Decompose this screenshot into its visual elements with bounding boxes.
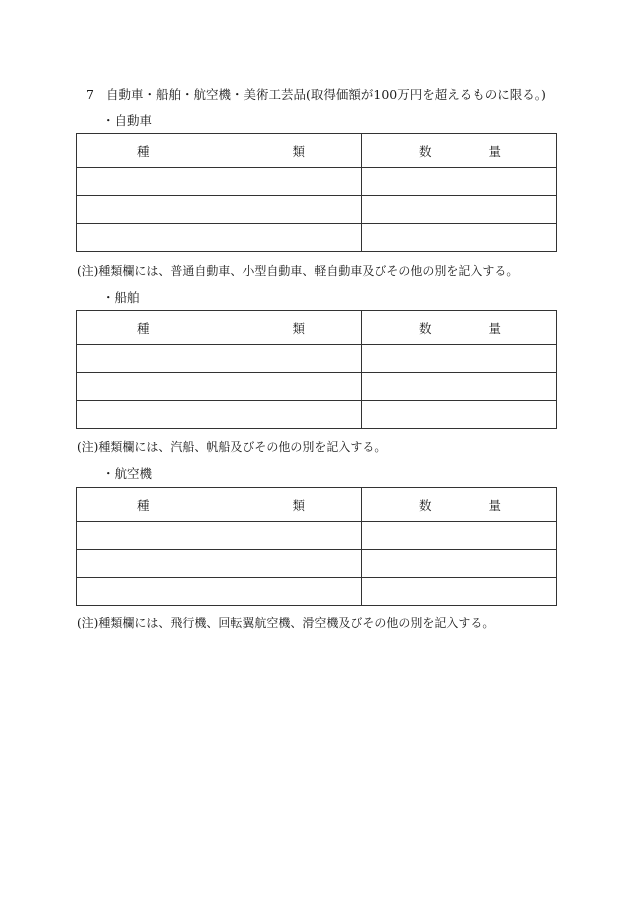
table-row — [77, 196, 557, 224]
kind-header-char-2: 類 — [292, 320, 305, 336]
quantity-cell[interactable] — [362, 401, 557, 429]
note-car: (注)種類欄には、普通自動車、小型自動車、軽自動車及びその他の別を記入する。 — [77, 264, 519, 278]
kind-header — [77, 311, 362, 345]
kind-header-char-2: 類 — [292, 497, 305, 513]
table-label-ship: ・船舶 — [102, 290, 140, 305]
table-header-row — [77, 311, 557, 345]
table-row — [77, 168, 557, 196]
kind-cell[interactable] — [77, 550, 362, 578]
table-row — [77, 522, 557, 550]
ship-table — [76, 310, 557, 429]
section-title: 自動車・船舶・航空機・美術工芸品(取得価額が100万円を超えるものに限る。) — [106, 87, 546, 102]
quantity-header-char-1: 数 — [419, 143, 432, 159]
quantity-cell[interactable] — [362, 224, 557, 252]
table-row — [77, 401, 557, 429]
car-table — [76, 133, 557, 252]
kind-header — [77, 134, 362, 168]
kind-cell[interactable] — [77, 168, 362, 196]
kind-header-char-1: 種 — [137, 320, 150, 336]
kind-header-char-2: 類 — [292, 143, 305, 159]
table-header-row — [77, 134, 557, 168]
table-row — [77, 224, 557, 252]
quantity-cell[interactable] — [362, 373, 557, 401]
quantity-header-char-2: 量 — [488, 143, 501, 159]
section-number: 7 — [86, 87, 94, 102]
quantity-cell[interactable] — [362, 550, 557, 578]
aircraft-table — [76, 487, 557, 606]
kind-cell[interactable] — [77, 373, 362, 401]
table-row — [77, 550, 557, 578]
kind-cell[interactable] — [77, 196, 362, 224]
table-row — [77, 578, 557, 606]
quantity-header-char-1: 数 — [419, 497, 432, 513]
kind-cell[interactable] — [77, 345, 362, 373]
quantity-cell[interactable] — [362, 168, 557, 196]
note-aircraft: (注)種類欄には、飛行機、回転翼航空機、滑空機及びその他の別を記入する。 — [77, 616, 495, 630]
table-label-car: ・自動車 — [102, 113, 153, 128]
kind-cell[interactable] — [77, 401, 362, 429]
quantity-header-char-2: 量 — [488, 497, 501, 513]
quantity-cell[interactable] — [362, 345, 557, 373]
kind-cell[interactable] — [77, 224, 362, 252]
table-label-aircraft: ・航空機 — [102, 466, 153, 481]
kind-cell[interactable] — [77, 578, 362, 606]
kind-header-char-1: 種 — [137, 497, 150, 513]
section-heading — [86, 85, 546, 103]
quantity-cell[interactable] — [362, 522, 557, 550]
quantity-header — [362, 311, 557, 345]
quantity-header — [362, 488, 557, 522]
kind-header — [77, 488, 362, 522]
quantity-header-char-1: 数 — [419, 320, 432, 336]
kind-header-char-1: 種 — [137, 143, 150, 159]
note-ship: (注)種類欄には、汽船、帆船及びその他の別を記入する。 — [77, 440, 387, 454]
quantity-cell[interactable] — [362, 578, 557, 606]
quantity-header — [362, 134, 557, 168]
quantity-header-char-2: 量 — [488, 320, 501, 336]
quantity-cell[interactable] — [362, 196, 557, 224]
table-row — [77, 373, 557, 401]
table-header-row — [77, 488, 557, 522]
kind-cell[interactable] — [77, 522, 362, 550]
table-row — [77, 345, 557, 373]
